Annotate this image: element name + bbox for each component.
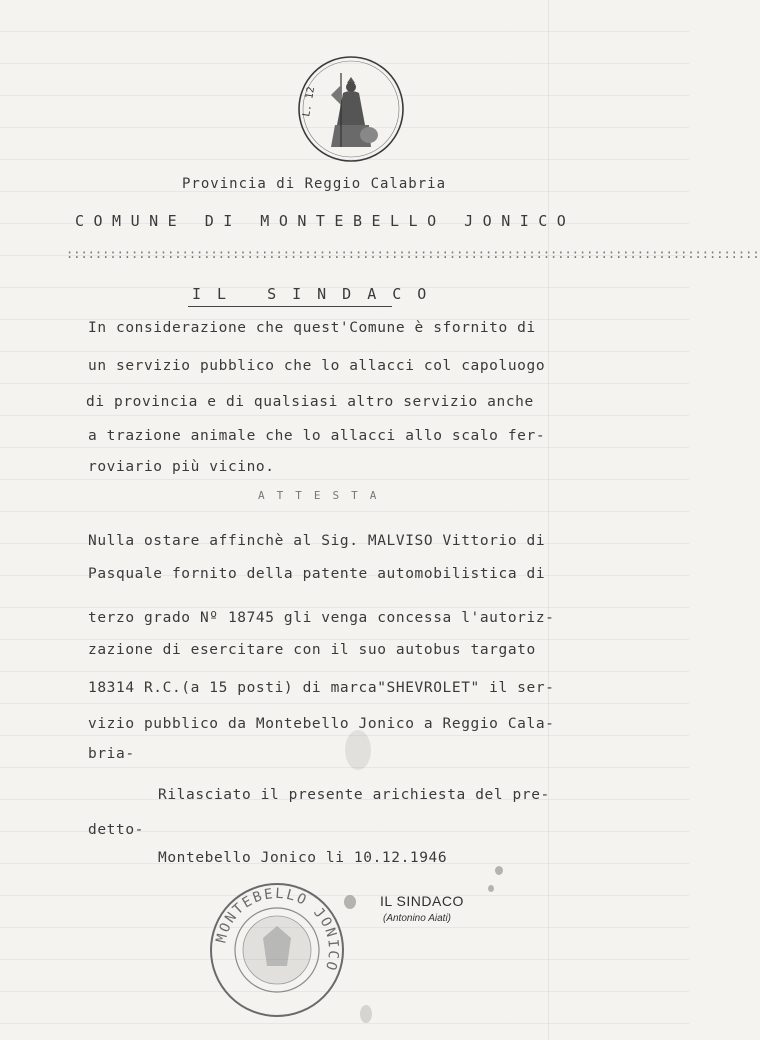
- ink-blot: [360, 1005, 372, 1023]
- body-line: Rilasciato il presente arichiesta del pre-: [158, 787, 550, 803]
- comune-heading: COMUNE DI MONTEBELLO JONICO: [75, 212, 576, 230]
- seal-label: L. 12: [301, 85, 318, 118]
- date-line: Montebello Jonico li 10.12.1946: [158, 850, 448, 866]
- coat-of-arms-seal: [291, 55, 411, 165]
- body-line: roviario più vicino.: [88, 459, 275, 475]
- body-line: Pasquale fornito della patente automobilistica di: [88, 566, 546, 582]
- signature-name: (Antonino Aiati): [383, 913, 451, 924]
- ruling-line: [548, 0, 549, 1040]
- dotted-separator: ::::::::::::::::::::::::::::::::::::::::::::::::::::::::::::::::::::::::::::::::::::::::::::::::: [66, 247, 760, 261]
- signature-title: IL SINDACO: [380, 893, 464, 909]
- body-line: 18314 R.C.(a 15 posti) di marca"SHEVROLET" il ser-: [88, 680, 555, 696]
- body-line: Nulla ostare affinchè al Sig. MALVISO Vittorio di: [88, 533, 546, 549]
- body-line: In considerazione che quest'Comune è sfornito di: [88, 320, 536, 336]
- attesta-heading: ATTESTA: [258, 489, 389, 502]
- body-line: terzo grado Nº 18745 gli venga concessa l'autoriz-: [88, 610, 555, 626]
- body-line: vizio pubblico da Montebello Jonico a Reggio Cala-: [88, 716, 555, 732]
- body-line: un servizio pubblico che lo allacci col capoluogo: [88, 358, 546, 374]
- municipal-stamp: [205, 878, 350, 1023]
- document-title: IL SINDACO: [192, 285, 443, 303]
- body-line: a trazione animale che lo allacci allo scalo fer-: [88, 428, 546, 444]
- ink-blot: [495, 866, 503, 875]
- stamp-text: MONTEBELLO JONICO: [213, 885, 342, 974]
- body-line: di provincia e di qualsiasi altro servizio anche: [86, 394, 534, 410]
- provincia-heading: Provincia di Reggio Calabria: [182, 176, 447, 192]
- title-underline: [188, 306, 392, 307]
- body-line: zazione di esercitare con il suo autobus targato: [88, 642, 536, 658]
- ink-stain: [345, 730, 371, 770]
- body-line: bria-: [88, 746, 135, 762]
- body-line: detto-: [88, 822, 144, 838]
- ink-blot: [488, 885, 494, 892]
